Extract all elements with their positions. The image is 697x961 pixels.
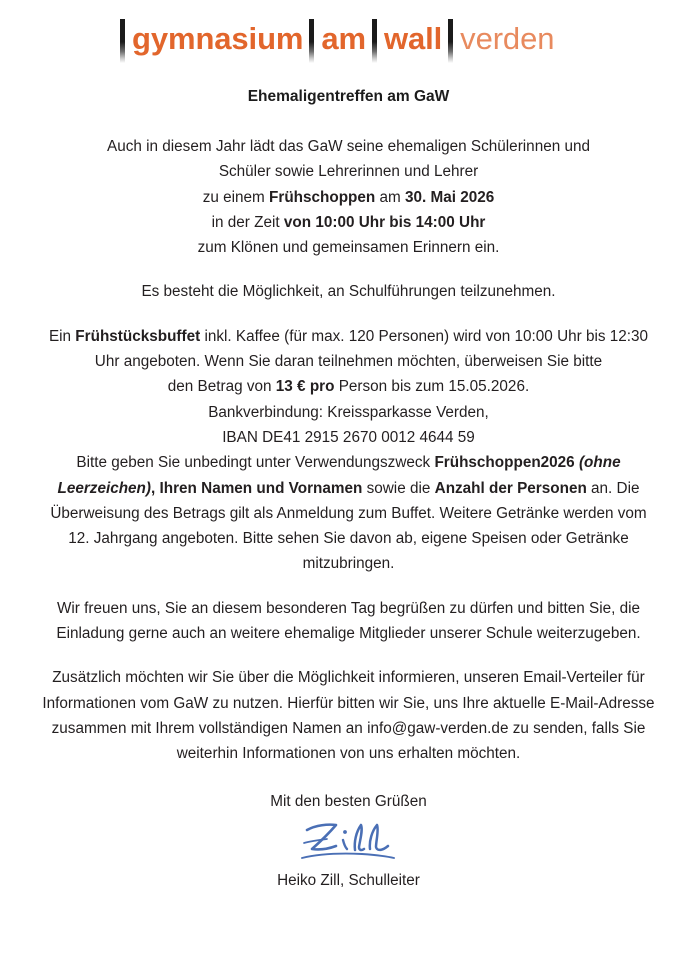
logo-bar-icon-4: [448, 19, 453, 63]
logo-word-wall: wall: [383, 21, 443, 56]
reference-prefix: Bitte geben Sie unbedingt unter Verwendungszweck: [76, 454, 435, 472]
invitation-paragraph: [38, 134, 659, 260]
reference-mid: sowie die: [362, 479, 435, 497]
reference-name-request: , Ihren Namen und Vornamen: [151, 479, 363, 497]
reference-code: Frühschoppen2026: [434, 454, 575, 472]
school-tour-paragraph: Es besteht die Möglichkeit, an Schulführungen teilzunehmen.: [141, 283, 556, 301]
payment-prefix: den Betrag von: [167, 378, 276, 396]
letter-body: [0, 86, 697, 892]
logo-word-verden: verden: [460, 21, 555, 56]
payment-amount-paragraph: [38, 374, 659, 399]
event-date: 30. Mai 2026: [405, 188, 495, 206]
invitation-line-2: Schüler sowie Lehrerinnen und Lehrer: [218, 163, 479, 181]
logo-bar-icon-2: [309, 19, 314, 63]
reference-instructions-paragraph: [38, 450, 659, 576]
payment-amount: 13 € pro: [275, 378, 335, 396]
buffet-text-prefix: Ein: [48, 327, 76, 345]
mailing-list-paragraph: Zusätzlich möchten wir Sie über die Möglichkeit informieren, unseren Email-Verteiler für Informationen vom GaW zu nutzen. Hierfür bitten wir Sie, uns Ihre aktuelle E-Mail-Adresse zusammen mit Ihrem vollständigen Namen an info@gaw-verden.de zu senden, falls Sie weiterhin Informationen von uns erhalten möchten.: [42, 669, 655, 763]
school-logo: [0, 0, 697, 62]
logo-word-gymnasium: gymnasium: [132, 21, 304, 56]
iban-line: IBAN DE41 2915 2670 0012 4644 59: [222, 428, 475, 446]
logo-word-am: am: [321, 21, 366, 56]
reference-person-count: Anzahl der Personen: [434, 479, 587, 497]
payment-suffix: Person bis zum 15.05.2026.: [334, 378, 530, 396]
buffet-keyword: Frühstücksbuffet: [75, 327, 201, 345]
bank-name-line: Bankverbindung: Kreissparkasse Verden,: [208, 403, 489, 421]
event-time: von 10:00 Uhr bis 14:00 Uhr: [283, 213, 486, 231]
invitation-line-5: zum Klönen und gemeinsamen Erinnern ein.: [197, 239, 500, 257]
invitation-line-1: Auch in diesem Jahr lädt das GaW seine ehemaligen Schülerinnen und: [107, 138, 590, 155]
logo-bar-icon-3: [372, 19, 377, 63]
event-name: Frühschoppen: [269, 188, 376, 206]
signatory-name: Heiko Zill, Schulleiter: [277, 871, 420, 889]
invitation-line-4-prefix: in der Zeit: [211, 213, 284, 231]
logo-bar-icon-1: [120, 19, 125, 63]
signature-greeting: Mit den besten Grüßen: [270, 792, 427, 810]
buffet-text-rest: inkl. Kaffee (für max. 120 Personen) wird von 10:00 Uhr bis 12:30 Uhr angeboten. Wenn Sie daran teilnehmen möchten, überweisen Sie bitte: [94, 327, 649, 371]
signature-block: [38, 789, 659, 892]
invitation-line-3-prefix: zu einem: [202, 188, 270, 206]
reference-note: (ohne Leerzeichen): [57, 454, 621, 497]
handwritten-signature: [284, 816, 414, 868]
reference-rest: an. Die Überweisung des Betrags gilt als Anmeldung zum Buffet. Weitere Getränke werden vom 12. Jahrgang angeboten. Bitte sehen Sie davon ab, eigene Speisen oder Getränke mitzubringen.: [50, 479, 647, 573]
invitation-line-3-mid: am: [375, 188, 405, 206]
closing-paragraph: Wir freuen uns, Sie an diesem besonderen Tag begrüßen zu dürfen und bitten Sie, die Einladung gerne auch an weitere ehemalige Mitglieder unserer Schule weiterzugeben.: [56, 599, 641, 643]
buffet-paragraph: [38, 324, 659, 375]
page-title: Ehemaligentreffen am GaW: [247, 88, 450, 105]
